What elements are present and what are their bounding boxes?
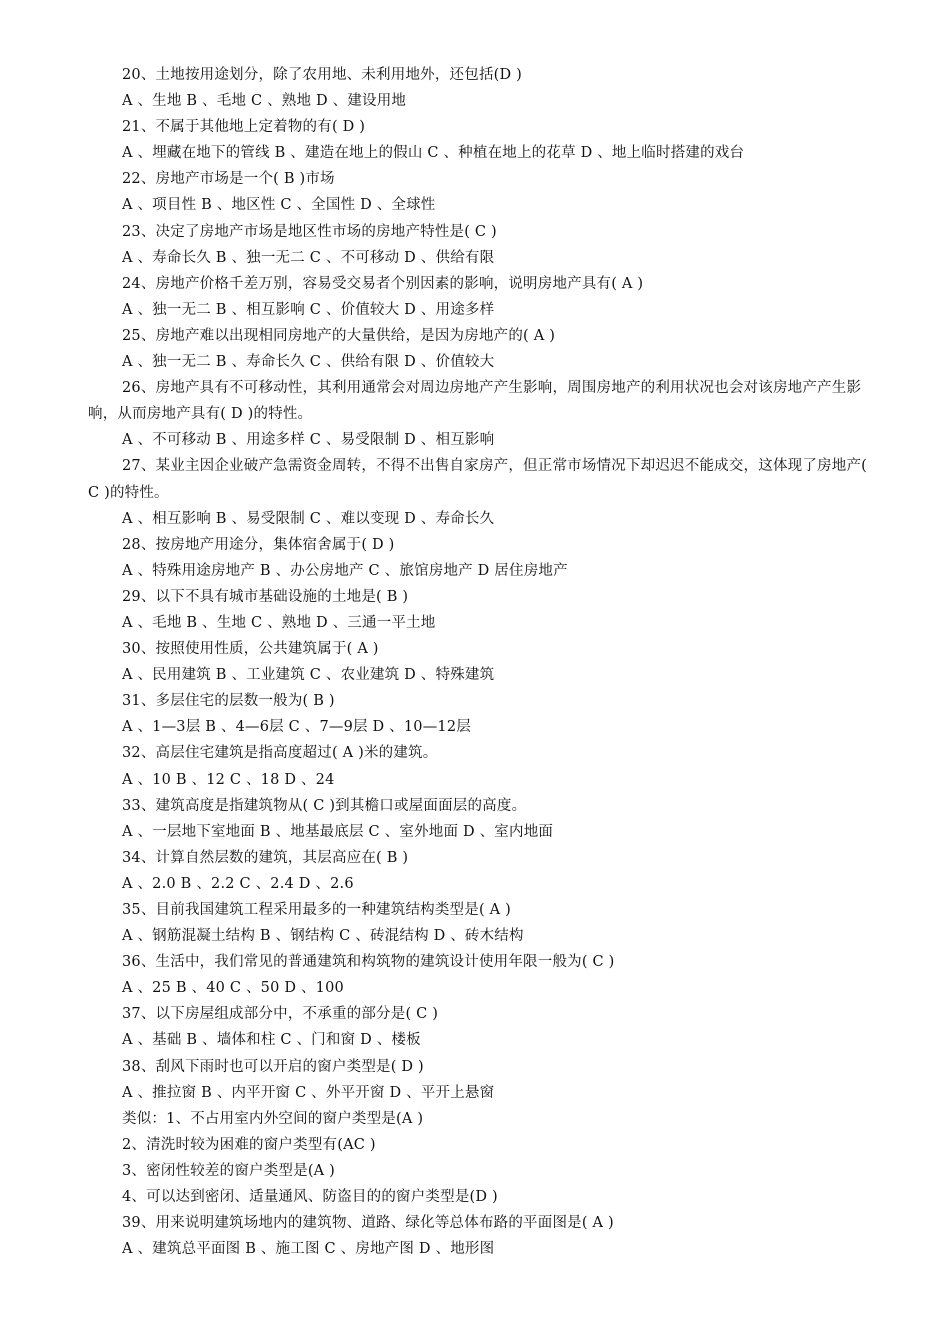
question-26: 26、房地产具有不可移动性，其利用通常会对周边房地产产生影响，周围房地产的利用状况也会对该房地产产生影响，从而房地产具有( D )的特性。 — [88, 380, 862, 423]
question-list — [88, 62, 878, 1262]
options-31: A 、1—3层 B 、4—6层 C 、7—9层 D 、10—12层 — [122, 719, 471, 736]
similar-question-1: 类似：1、不占用室内外空间的窗户类型是(A ) — [122, 1110, 424, 1127]
options-25: A 、独一无二 B 、寿命长久 C 、供给有限 D 、价值较大 — [122, 354, 495, 371]
options-32: A 、10 B 、12 C 、18 D 、24 — [122, 771, 335, 788]
question-28: 28、按房地产用途分，集体宿舍属于( D ) — [122, 536, 395, 553]
options-28: A 、特殊用途房地产 B 、办公房地产 C 、旅馆房地产 D 居住房地产 — [122, 562, 568, 579]
options-36: A 、25 B 、40 C 、50 D 、100 — [122, 980, 344, 997]
question-37: 37、以下房屋组成部分中，不承重的部分是( C ) — [122, 1006, 439, 1023]
options-35: A 、钢筋混凝土结构 B 、钢结构 C 、砖混结构 D 、砖木结构 — [122, 928, 524, 945]
question-27: 27、某业主因企业破产急需资金周转，不得不出售自家房产，但正常市场情况下却迟迟不能成交，这体现了房地产( C )的特性。 — [88, 458, 868, 501]
question-31: 31、多层住宅的层数一般为( B ) — [122, 693, 335, 710]
question-30: 30、按照使用性质，公共建筑属于( A ) — [122, 641, 379, 658]
options-20: A 、生地 B 、毛地 C 、熟地 D 、建设用地 — [122, 93, 407, 110]
options-27: A 、相互影响 B 、易受限制 C 、难以变现 D 、寿命长久 — [122, 510, 495, 527]
question-33: 33、建筑高度是指建筑物从( C )到其檐口或屋面面层的高度。 — [122, 797, 527, 814]
options-26: A 、不可移动 B 、用途多样 C 、易受限制 D 、相互影响 — [122, 432, 495, 449]
options-21: A 、埋藏在地下的管线 B 、建造在地上的假山 C 、种植在地上的花草 D 、地上临时搭建的戏台 — [122, 145, 745, 162]
options-33: A 、一层地下室地面 B 、地基最底层 C 、室外地面 D 、室内地面 — [122, 823, 554, 840]
options-30: A 、民用建筑 B 、工业建筑 C 、农业建筑 D 、特殊建筑 — [122, 667, 495, 684]
options-29: A 、毛地 B 、生地 C 、熟地 D 、三通一平土地 — [122, 614, 436, 631]
question-25: 25、房地产难以出现相同房地产的大量供给，是因为房地产的( A ) — [122, 327, 556, 344]
question-35: 35、目前我国建筑工程采用最多的一种建筑结构类型是( A ) — [122, 902, 511, 918]
options-34: A 、2.0 B 、2.2 C 、2.4 D 、2.6 — [122, 875, 354, 892]
similar-question-4: 4、可以达到密闭、适量通风、防盗目的的窗户类型是(D ) — [122, 1189, 498, 1206]
question-36: 36、生活中，我们常见的普通建筑和构筑物的建筑设计使用年限一般为( C ) — [122, 954, 615, 971]
question-20: 20、土地按用途划分，除了农用地、未利用地外，还包括(D ) — [122, 67, 522, 83]
question-22: 22、房地产市场是一个( B )市场 — [122, 171, 335, 188]
similar-question-2: 2、清洗时较为困难的窗户类型有(AC ) — [122, 1136, 376, 1153]
question-39: 39、用来说明建筑场地内的建筑物、道路、绿化等总体布路的平面图是( A ) — [122, 1215, 614, 1232]
options-22: A 、项目性 B 、地区性 C 、全国性 D 、全球性 — [122, 197, 436, 214]
question-32: 32、高层住宅建筑是指高度超过( A )米的建筑。 — [122, 745, 438, 762]
similar-question-3: 3、密闭性较差的窗户类型是(A ) — [122, 1162, 336, 1179]
question-34: 34、计算自然层数的建筑，其层高应在( B ) — [122, 849, 409, 866]
options-38: A 、推拉窗 B 、内平开窗 C 、外平开窗 D 、平开上悬窗 — [122, 1084, 495, 1101]
question-38: 38、刮风下雨时也可以开启的窗户类型是( D ) — [122, 1058, 424, 1075]
question-23: 23、决定了房地产市场是地区性市场的房地产特性是( C ) — [122, 223, 497, 240]
options-39: A 、建筑总平面图 B 、施工图 C 、房地产图 D 、地形图 — [122, 1241, 495, 1258]
question-24: 24、房地产价格千差万别，容易受交易者个别因素的影响，说明房地产具有( A ) — [122, 275, 644, 292]
options-23: A 、寿命长久 B 、独一无二 C 、不可移动 D 、供给有限 — [122, 249, 495, 266]
options-24: A 、独一无二 B 、相互影响 C 、价值较大 D 、用途多样 — [122, 301, 495, 318]
question-21: 21、不属于其他地上定着物的有( D ) — [122, 119, 366, 136]
options-37: A 、基础 B 、墙体和柱 C 、门和窗 D 、楼板 — [122, 1032, 421, 1049]
question-29: 29、以下不具有城市基础设施的土地是( B ) — [122, 588, 409, 605]
